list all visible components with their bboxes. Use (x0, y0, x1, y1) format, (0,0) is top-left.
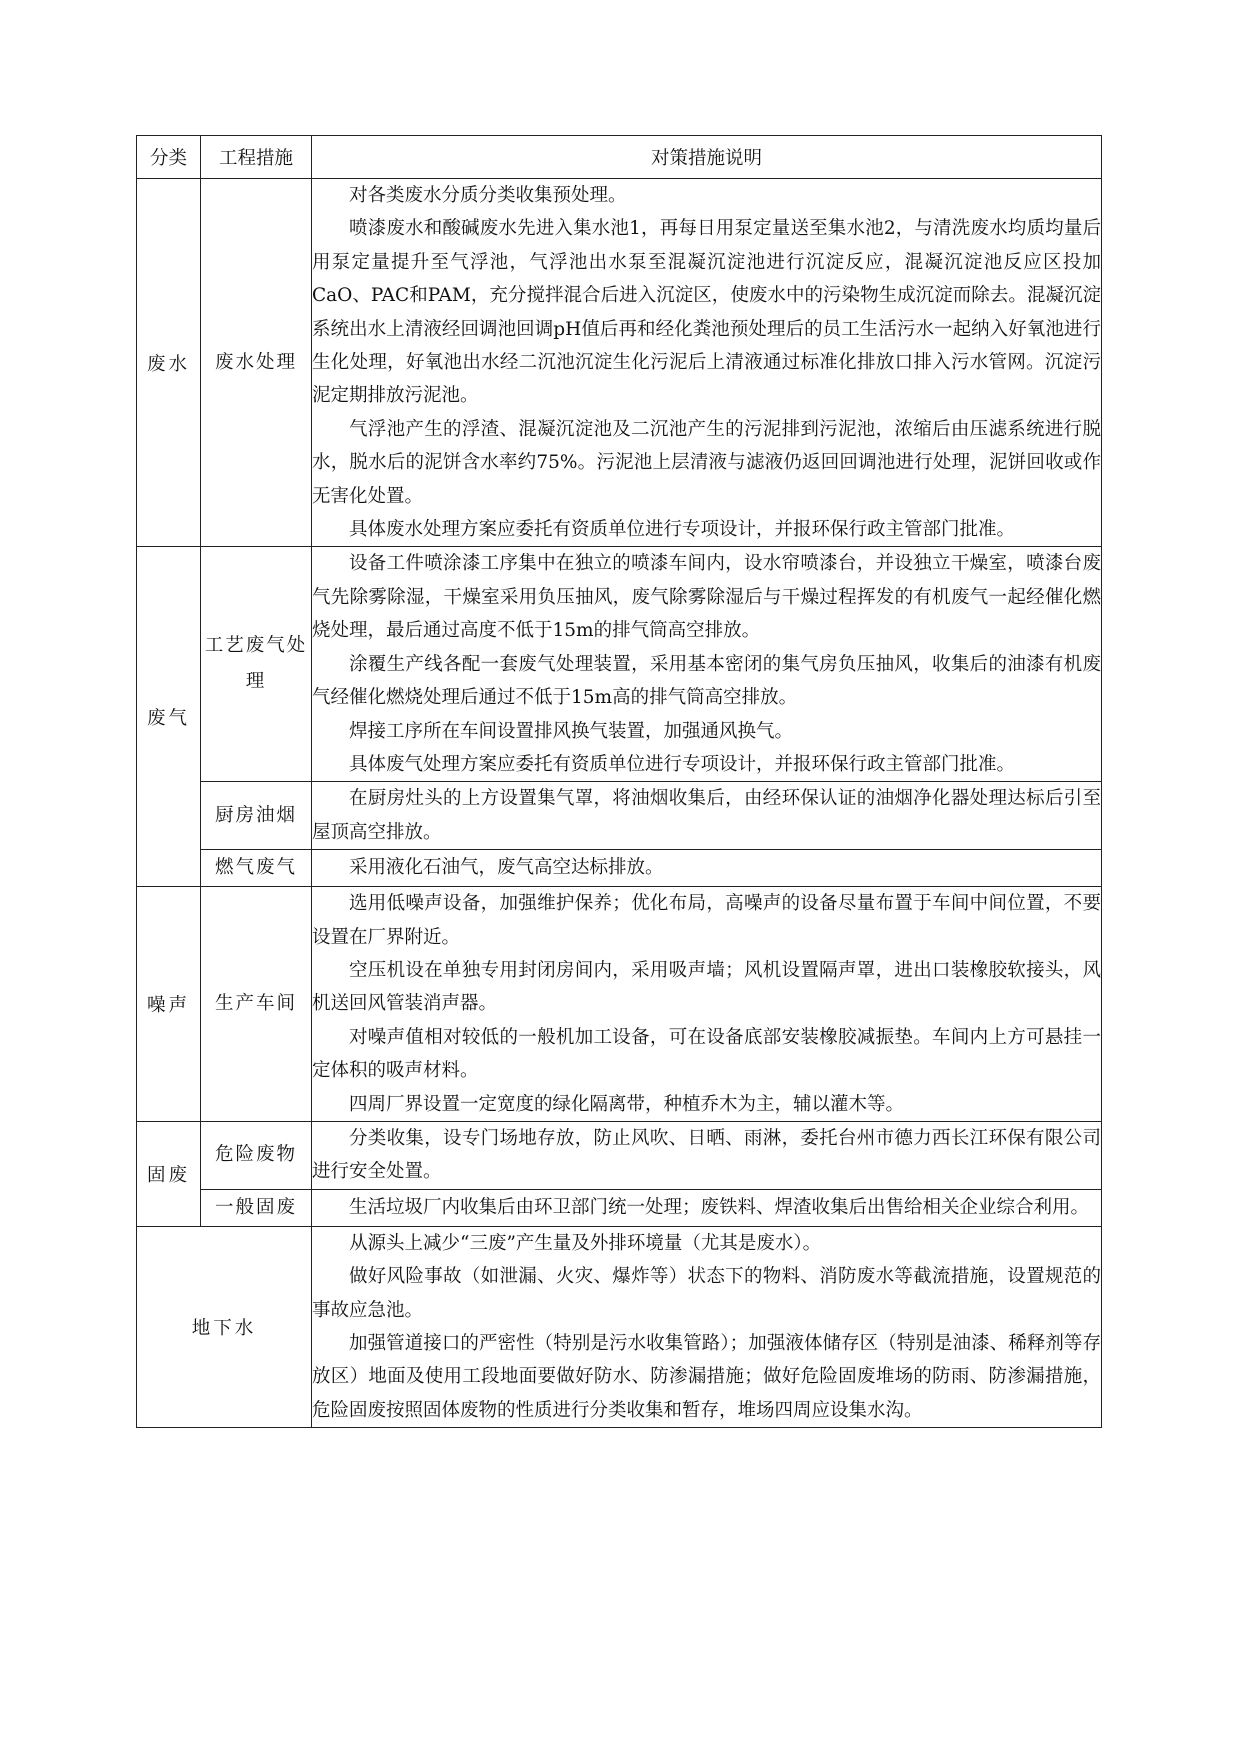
description-paragraph: 从源头上减少“三废”产生量及外排环境量（尤其是废水）。 (349, 1232, 822, 1254)
header-category: 分类 (137, 136, 201, 179)
description-paragraph: 采用液化石油气，废气高空达标排放。 (349, 857, 664, 879)
category-cell: 噪声 (137, 887, 201, 1122)
description-paragraph: 选用低噪声设备，加强维护保养；优化布局，高噪声的设备尽量布置于车间中间位置，不要设置在厂界附近。 (312, 893, 1101, 948)
table-row-waste-gas-kitchen (137, 782, 1102, 850)
description-cell (312, 850, 1102, 887)
description-paragraph: 设备工件喷涂漆工序集中在独立的喷漆车间内，设水帘喷漆台，并设独立干燥室，喷漆台废气先除雾除湿，干燥室采用负压抽风，废气除雾除湿后与干燥过程挥发的有机废气一起经催化燃烧处理，最后通过高度不低于15m的排气筒高空排放。 (312, 553, 1101, 642)
measure-cell: 废水处理 (201, 179, 312, 547)
description-paragraph: 在厨房灶头的上方设置集气罩，将油烟收集后，由经环保认证的油烟净化器处理达标后引至屋顶高空排放。 (312, 788, 1101, 843)
header-measure: 工程措施 (201, 136, 312, 179)
description-cell (312, 1189, 1102, 1226)
description-cell (312, 547, 1102, 782)
description-paragraph: 生活垃圾厂内收集后由环卫部门统一处理；废铁料、焊渣收集后出售给相关企业综合利用。 (349, 1197, 1090, 1219)
description-paragraph: 具体废水处理方案应委托有资质单位进行专项设计，并报环保行政主管部门批准。 (349, 519, 1016, 541)
header-description: 对策措施说明 (312, 136, 1102, 179)
description-paragraph: 涂覆生产线各配一套废气处理装置，采用基本密闭的集气房负压抽风，收集后的油漆有机废气经催化燃烧处理后通过不低于15m高的排气筒高空排放。 (312, 653, 1101, 709)
description-paragraph: 对噪声值相对较低的一般机加工设备，可在设备底部安装橡胶减振垫。车间内上方可悬挂一定体积的吸声材料。 (312, 1026, 1101, 1082)
measure-cell: 厨房油烟 (201, 782, 312, 850)
table-header-row (137, 136, 1102, 179)
measure-cell: 一般固废 (201, 1189, 312, 1226)
description-paragraph: 喷漆废水和酸碱废水先进入集水池1，再每日用泵定量送至集水池2，与清洗废水均质均量后用泵定量提升至气浮池，气浮池出水泵至混凝沉淀池进行沉淀反应，混凝沉淀池反应区投加CaO、PAC和PAM，充分搅拌混合后进入沉淀区，使废水中的污染物生成沉淀而除去。混凝沉淀系统出水上清液经回调池回调pH值后再和经化粪池预处理后的员工生活污水一起纳入好氧池进行生化处理，好氧池出水经二沉池沉淀生化污泥后上清液通过标准化排放口排入污水管网。沉淀污泥定期排放污泥池。 (312, 218, 1101, 407)
description-paragraph: 空压机设在单独专用封闭房间内，采用吸声墙；风机设置隔声罩，进出口装橡胶软接头，风机送回风管装消声器。 (312, 959, 1101, 1015)
table-row-waste-gas-fuel (137, 850, 1102, 887)
table-row-groundwater (137, 1226, 1102, 1427)
category-cell: 废水 (137, 179, 201, 547)
measure-cell: 危险废物 (201, 1121, 312, 1189)
table-row-noise (137, 887, 1102, 1122)
measure-cell: 生产车间 (201, 887, 312, 1122)
measure-cell: 燃气废气 (201, 850, 312, 887)
table-row-solid-waste-general (137, 1189, 1102, 1226)
description-paragraph: 具体废气处理方案应委托有资质单位进行专项设计，并报环保行政主管部门批准。 (349, 753, 1016, 775)
description-paragraph: 分类收集，设专门场地存放，防止风吹、日晒、雨淋，委托台州市德力西长江环保有限公司进行安全处置。 (312, 1127, 1101, 1183)
table-row-solid-waste-hazardous (137, 1121, 1102, 1189)
description-cell (312, 887, 1102, 1122)
measure-cell: 工艺废气处理 (201, 547, 312, 782)
description-paragraph: 对各类废水分质分类收集预处理。 (349, 185, 627, 206)
countermeasures-table (136, 135, 1102, 1428)
description-paragraph: 焊接工序所在车间设置排风换气装置，加强通风换气。 (349, 720, 794, 742)
category-cell: 废气 (137, 547, 201, 887)
category-cell: 固废 (137, 1121, 201, 1226)
description-cell (312, 1226, 1102, 1427)
description-paragraph: 做好风险事故（如泄漏、火灾、爆炸等）状态下的物料、消防废水等截流措施，设置规范的事故应急池。 (312, 1266, 1101, 1321)
description-cell (312, 1121, 1102, 1189)
description-paragraph: 气浮池产生的浮渣、混凝沉淀池及二沉池产生的污泥排到污泥池，浓缩后由压滤系统进行脱水，脱水后的泥饼含水率约75%。污泥池上层清液与滤液仍返回回调池进行处理，泥饼回收或作无害化处置。 (312, 418, 1101, 507)
description-paragraph: 四周厂界设置一定宽度的绿化隔离带，种植乔木为主，辅以灌木等。 (349, 1093, 905, 1115)
description-paragraph: 加强管道接口的严密性（特别是污水收集管路）；加强液体储存区（特别是油漆、稀释剂等存放区）地面及使用工段地面要做好防水、防渗漏措施；做好危险固废堆场的防雨、防渗漏措施，危险固废按照固体废物的性质进行分类收集和暂存，堆场四周应设集水沟。 (312, 1333, 1101, 1421)
table-row-waste-gas-process (137, 547, 1102, 782)
description-cell (312, 179, 1102, 547)
description-cell (312, 782, 1102, 850)
category-cell: 地下水 (137, 1226, 312, 1427)
table-row-wastewater (137, 179, 1102, 547)
